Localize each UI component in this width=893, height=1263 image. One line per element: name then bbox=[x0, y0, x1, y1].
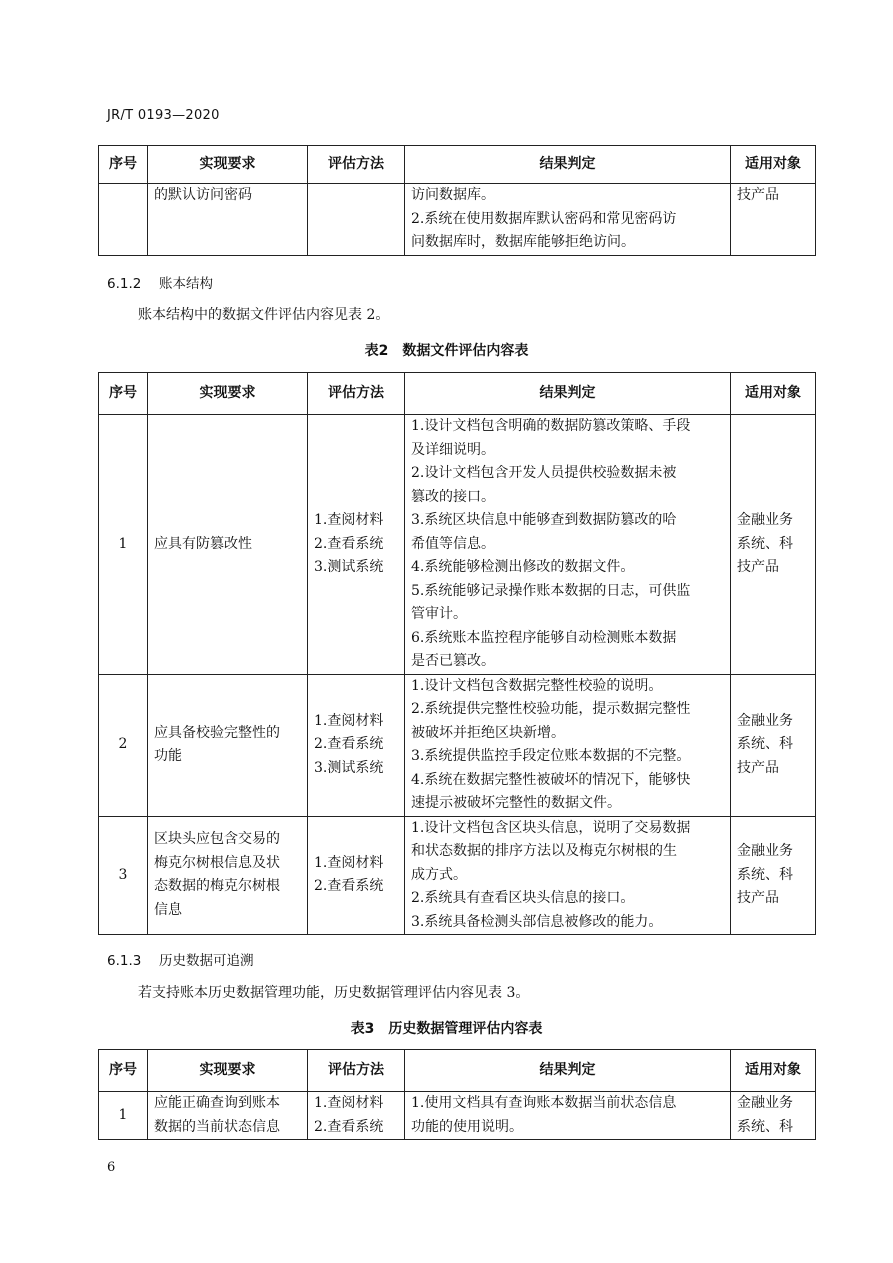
table-row bbox=[99, 816, 816, 935]
table-2 bbox=[98, 372, 816, 935]
col-header-requirement: 实现要求 bbox=[148, 146, 308, 184]
cell-no: 2 bbox=[99, 674, 148, 816]
cell-requirement: 应具备校验完整性的 功能 bbox=[148, 674, 308, 816]
cell-target: 技产品 bbox=[731, 184, 816, 256]
cell-result: 1.设计文档包含明确的数据防篡改策略、手段 及详细说明。 2.设计文档包含开发人员提供校验数据未被 篡改的接口。 3.系统区块信息中能够查到数据防篡改的哈 希值等信息。 4.系统能够检测出修改的数据文件。 5.系统能够记录操作账本数据的日志，可供监 管审计。 6.系统账本监控程序能够自动检测账本数据 是否已篡改。 bbox=[405, 415, 731, 675]
table-row bbox=[99, 184, 816, 256]
section-heading-6-1-2: 6.1.2 账本结构 bbox=[107, 276, 213, 292]
col-header-requirement: 实现要求 bbox=[148, 1050, 308, 1092]
page-number: 6 bbox=[107, 1160, 116, 1175]
table-continued bbox=[98, 145, 816, 256]
table-2-caption: 表2 数据文件评估内容表 bbox=[364, 343, 529, 359]
col-header-target: 适用对象 bbox=[731, 373, 816, 415]
cell-requirement: 区块头应包含交易的 梅克尔树根信息及状 态数据的梅克尔树根 信息 bbox=[148, 816, 308, 935]
table-3-caption: 表3 历史数据管理评估内容表 bbox=[350, 1021, 543, 1037]
col-header-no: 序号 bbox=[99, 146, 148, 184]
cell-no: 1 bbox=[99, 415, 148, 675]
cell-requirement: 应能正确查询到账本 数据的当前状态信息 bbox=[148, 1092, 308, 1140]
cell-requirement: 应具有防篡改性 bbox=[148, 415, 308, 675]
paragraph-6-1-3: 若支持账本历史数据管理功能，历史数据管理评估内容见表 3。 bbox=[138, 985, 530, 1001]
cell-result: 1.设计文档包含区块头信息，说明了交易数据 和状态数据的排序方法以及梅克尔树根的生 成方式。 2.系统具有查看区块头信息的接口。 3.系统具备检测头部信息被修改的能力。 bbox=[405, 816, 731, 935]
col-header-result: 结果判定 bbox=[405, 373, 731, 415]
section-heading-6-1-3: 6.1.3 历史数据可追溯 bbox=[107, 953, 254, 969]
cell-target: 金融业务 系统、科 bbox=[731, 1092, 816, 1140]
cell-result: 1.使用文档具有查询账本数据当前状态信息 功能的使用说明。 bbox=[405, 1092, 731, 1140]
paragraph-6-1-2: 账本结构中的数据文件评估内容见表 2。 bbox=[138, 307, 390, 323]
col-header-target: 适用对象 bbox=[731, 146, 816, 184]
cell-method bbox=[308, 184, 405, 256]
col-header-result: 结果判定 bbox=[405, 1050, 731, 1092]
col-header-no: 序号 bbox=[99, 373, 148, 415]
cell-requirement: 的默认访问密码 bbox=[148, 184, 308, 256]
col-header-method: 评估方法 bbox=[308, 1050, 405, 1092]
table-row bbox=[99, 415, 816, 675]
cell-result: 1.设计文档包含数据完整性校验的说明。 2.系统提供完整性校验功能，提示数据完整性 被破坏并拒绝区块新增。 3.系统提供监控手段定位账本数据的不完整。 4.系统在数据完整性被破坏的情况下，能够快 速提示被破坏完整性的数据文件。 bbox=[405, 674, 731, 816]
cell-method: 1.查阅材料 2.查看系统 bbox=[308, 1092, 405, 1140]
cell-method: 1.查阅材料 2.查看系统 3.测试系统 bbox=[308, 415, 405, 675]
col-header-target: 适用对象 bbox=[731, 1050, 816, 1092]
col-header-method: 评估方法 bbox=[308, 373, 405, 415]
col-header-requirement: 实现要求 bbox=[148, 373, 308, 415]
cell-result: 访问数据库。 2.系统在使用数据库默认密码和常见密码访 问数据库时，数据库能够拒绝访问。 bbox=[405, 184, 731, 256]
table-row bbox=[99, 1092, 816, 1140]
document-code: JR/T 0193—2020 bbox=[107, 108, 220, 123]
col-header-method: 评估方法 bbox=[308, 146, 405, 184]
cell-method: 1.查阅材料 2.查看系统 3.测试系统 bbox=[308, 674, 405, 816]
col-header-no: 序号 bbox=[99, 1050, 148, 1092]
cell-method: 1.查阅材料 2.查看系统 bbox=[308, 816, 405, 935]
cell-target: 金融业务 系统、科 技产品 bbox=[731, 816, 816, 935]
cell-target: 金融业务 系统、科 技产品 bbox=[731, 415, 816, 675]
col-header-result: 结果判定 bbox=[405, 146, 731, 184]
table-row bbox=[99, 674, 816, 816]
table-3 bbox=[98, 1049, 816, 1140]
cell-no: 3 bbox=[99, 816, 148, 935]
cell-no: 1 bbox=[99, 1092, 148, 1140]
cell-no bbox=[99, 184, 148, 256]
cell-target: 金融业务 系统、科 技产品 bbox=[731, 674, 816, 816]
